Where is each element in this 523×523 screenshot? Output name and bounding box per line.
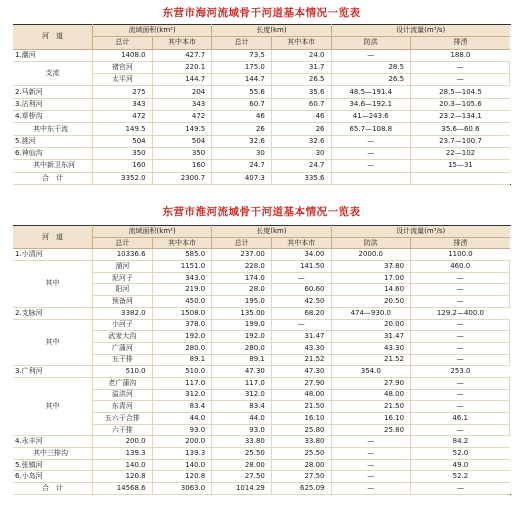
river-name-cell: 广蒲河 <box>93 342 153 354</box>
length-total-cell: 26.5 <box>271 74 331 86</box>
length-total-cell: 33.80 <box>212 436 272 448</box>
area-local-cell: 280.0 <box>212 342 272 354</box>
header-row <box>13 226 510 238</box>
table-row <box>13 61 510 73</box>
area-local-cell: 93.0 <box>212 424 272 436</box>
length-local-cell: 34.00 <box>271 249 331 261</box>
area-total-cell: 1408.0 <box>93 49 153 61</box>
table-row <box>13 319 510 331</box>
river-header: 河 道 <box>13 226 93 249</box>
river-name-cell: 6.神仙沟 <box>13 147 93 159</box>
area-local-cell: 343 <box>152 98 212 110</box>
length-total-cell: 21.52 <box>271 354 331 366</box>
river-name-cell: 老广蒲沟 <box>93 377 153 389</box>
drain-flow-cell: 253.0 <box>411 366 510 378</box>
area-local-cell: 140.0 <box>152 459 212 471</box>
drain-header: 排涝 <box>411 37 510 49</box>
length-local-cell: 43.30 <box>331 342 411 354</box>
river-name-cell: 合 计 <box>13 172 93 184</box>
river-name-cell: 1.小清河 <box>13 249 93 261</box>
table-row <box>13 448 510 460</box>
length-total-cell: 73.5 <box>212 49 272 61</box>
length-local-cell: 335.6 <box>271 172 331 184</box>
length-local-cell: 60.7 <box>271 98 331 110</box>
area-header: 流域面积(km²) <box>93 25 212 37</box>
table-row <box>13 98 510 110</box>
length-total-cell: 135.00 <box>212 307 272 319</box>
haihe-table-title: 东营市海河流域骨干河道基本情况一览表 <box>162 7 361 19</box>
river-name-cell: 4.草桥沟 <box>13 111 93 123</box>
group-label: 其中 <box>13 319 93 366</box>
flood-header: 防洪 <box>331 237 411 249</box>
length-total-cell: 42.50 <box>271 296 331 308</box>
flood-flow-cell <box>331 172 411 184</box>
length-total-cell: 21.50 <box>271 401 331 413</box>
area-local-cell: 472 <box>152 111 212 123</box>
flood-flow-cell: — <box>411 319 510 331</box>
drain-flow-cell: 52.0 <box>411 448 510 460</box>
group-label: 支流 <box>13 61 93 86</box>
table-row <box>13 160 510 172</box>
length-local-cell: 37.80 <box>331 261 411 273</box>
river-name-cell: 泥河子 <box>93 272 153 284</box>
drain-header: 排涝 <box>411 237 510 249</box>
drain-flow-cell: 49.0 <box>411 459 510 471</box>
table-row <box>13 307 510 319</box>
area-local-cell: 149.5 <box>152 123 212 135</box>
flood-flow-cell: — <box>331 459 411 471</box>
area-total-cell: 275 <box>93 86 153 98</box>
length-local-cell: 17.00 <box>331 272 411 284</box>
group-label: 其中 <box>13 377 93 435</box>
flow-header: 设计流量(m³/s) <box>331 226 510 238</box>
length-total-cell: 46 <box>212 111 272 123</box>
length-total-header: 总计 <box>212 37 272 49</box>
length-local-cell: 25.50 <box>271 448 331 460</box>
length-local-cell: 46 <box>271 111 331 123</box>
table-row <box>13 135 510 147</box>
river-name-cell: 溢洪河 <box>93 389 153 401</box>
area-total-cell: 350 <box>93 147 153 159</box>
area-local-cell: 139.3 <box>152 448 212 460</box>
area-local-cell: 312.0 <box>212 389 272 401</box>
length-total-cell: 25.80 <box>271 424 331 436</box>
river-name-cell: 6.小岛河 <box>13 471 93 483</box>
flood-flow-cell: 2000.0 <box>331 249 411 261</box>
area-local-cell: 83.4 <box>212 401 272 413</box>
length-local-cell: 35.6 <box>271 86 331 98</box>
length-total-cell: 31.47 <box>271 331 331 343</box>
area-total-cell: 200.0 <box>93 436 153 448</box>
length-total-cell: 60.60 <box>271 284 331 296</box>
river-name-cell: 太平河 <box>93 74 153 86</box>
table-row <box>13 377 510 389</box>
length-local-cell: 20.00 <box>331 319 411 331</box>
flood-flow-cell: — <box>331 483 411 495</box>
table-row <box>13 111 510 123</box>
flood-flow-cell: — <box>331 448 411 460</box>
river-name-cell: 预备河 <box>93 296 153 308</box>
length-local-cell: 28.5 <box>331 61 411 73</box>
flood-header: 防洪 <box>331 37 411 49</box>
table-row <box>13 459 510 471</box>
length-total-cell: 30 <box>212 147 272 159</box>
length-total-cell: 25.50 <box>212 448 272 460</box>
area-local-cell: 510.0 <box>152 366 212 378</box>
area-total-cell: 89.1 <box>152 354 212 366</box>
area-total-cell: 280.0 <box>152 342 212 354</box>
area-local-cell: 585.0 <box>152 249 212 261</box>
river-name-cell: 五干排 <box>93 354 153 366</box>
length-local-cell: 16.10 <box>331 413 411 425</box>
area-local-cell: 1508.0 <box>152 307 212 319</box>
area-total-cell: 44.0 <box>152 413 212 425</box>
area-local-cell: 175.0 <box>212 61 272 73</box>
river-name-cell: 3.沾利河 <box>13 98 93 110</box>
area-total-cell: 450.0 <box>152 296 212 308</box>
area-local-cell: 28.0 <box>212 284 272 296</box>
length-local-cell: 21.52 <box>331 354 411 366</box>
area-local-cell: 2300.7 <box>152 172 212 184</box>
river-name-cell: 东青河 <box>93 401 153 413</box>
length-total-cell: 141.50 <box>271 261 331 273</box>
length-total-cell: 16.10 <box>271 413 331 425</box>
area-local-cell: 350 <box>152 147 212 159</box>
length-local-cell: 21.50 <box>331 401 411 413</box>
length-local-cell: 25.80 <box>331 424 411 436</box>
length-total-cell: 31.7 <box>271 61 331 73</box>
table-row <box>13 366 510 378</box>
length-total-cell: — <box>271 319 331 331</box>
length-total-cell: 60.7 <box>212 98 272 110</box>
area-header: 流域面积(km²) <box>93 226 212 238</box>
area-local-cell: 204 <box>152 86 212 98</box>
table-row <box>13 86 510 98</box>
river-name-cell: 阳河 <box>93 284 153 296</box>
river-name-cell: 其中三排沟 <box>13 448 93 460</box>
drain-flow-cell: 129.2—400.0 <box>411 307 510 319</box>
area-total-cell: 14568.6 <box>93 483 153 495</box>
area-total-cell: 3382.0 <box>93 307 153 319</box>
length-local-cell: 32.6 <box>271 135 331 147</box>
area-local-cell: 3063.0 <box>152 483 212 495</box>
flood-flow-cell: — <box>411 377 510 389</box>
area-local-cell: 120.8 <box>152 471 212 483</box>
length-local-header: 其中本市 <box>271 237 331 249</box>
area-local-header: 其中本市 <box>152 37 212 49</box>
flood-flow-cell: — <box>331 471 411 483</box>
drain-flow-cell: 84.2 <box>411 436 510 448</box>
river-name-cell: 5.挑河 <box>13 135 93 147</box>
length-local-cell: 14.60 <box>331 284 411 296</box>
flood-flow-cell: — <box>411 389 510 401</box>
drain-flow-cell: 35.6—60.6 <box>411 123 510 135</box>
drain-flow-cell: 23.2—134.1 <box>411 111 510 123</box>
area-local-cell: 228.0 <box>212 261 272 273</box>
length-local-header: 其中本市 <box>271 37 331 49</box>
area-local-cell: 504 <box>152 135 212 147</box>
table-row <box>13 249 510 261</box>
header-row <box>13 25 510 37</box>
area-local-cell: 44.0 <box>212 413 272 425</box>
haihe-river-table <box>13 24 510 185</box>
flood-flow-cell: — <box>331 436 411 448</box>
length-local-cell: 30 <box>271 147 331 159</box>
length-total-cell: 48.00 <box>271 389 331 401</box>
area-local-cell: 174.0 <box>212 272 272 284</box>
river-name-cell: 六干排 <box>93 424 153 436</box>
length-total-cell: 24.7 <box>212 160 272 172</box>
area-total-cell: 510.0 <box>93 366 153 378</box>
flood-flow-cell: 34.6—192.1 <box>331 98 411 110</box>
area-local-cell: 192.0 <box>212 331 272 343</box>
river-name-cell: 溜河 <box>93 261 153 273</box>
area-total-cell: 192.0 <box>152 331 212 343</box>
flood-flow-cell: — <box>411 401 510 413</box>
area-total-cell: 140.0 <box>93 459 153 471</box>
river-name-cell: 其中东干流 <box>13 123 93 135</box>
length-total-cell: 55.6 <box>212 86 272 98</box>
area-local-cell: 89.1 <box>212 354 272 366</box>
river-name-cell: 2.马新河 <box>13 86 93 98</box>
flood-flow-cell: — <box>331 160 411 172</box>
length-total-cell: — <box>271 272 331 284</box>
table-row <box>13 483 510 495</box>
drain-flow-cell: 1100.0 <box>411 249 510 261</box>
flood-flow-cell: 474—930.0 <box>331 307 411 319</box>
flood-flow-cell: — <box>411 354 510 366</box>
area-total-cell: 93.0 <box>152 424 212 436</box>
drain-flow-cell: — <box>411 483 510 495</box>
flood-flow-cell: — <box>331 135 411 147</box>
area-total-header: 总计 <box>93 37 153 49</box>
area-total-cell: 144.7 <box>152 74 212 86</box>
length-total-cell: 407.3 <box>212 172 272 184</box>
length-local-cell: 24.7 <box>271 160 331 172</box>
table-row <box>13 471 510 483</box>
table-row <box>13 436 510 448</box>
area-total-cell: 120.8 <box>93 471 153 483</box>
area-total-cell: 149.5 <box>93 123 153 135</box>
river-name-cell: 3.广利河 <box>13 366 93 378</box>
area-total-cell: 472 <box>93 111 153 123</box>
flow-header: 设计流量(m³/s) <box>331 25 510 37</box>
flood-flow-cell: — <box>411 296 510 308</box>
river-name-cell: 武家大沟 <box>93 331 153 343</box>
length-total-cell: 237.00 <box>212 249 272 261</box>
length-total-header: 总计 <box>212 237 272 249</box>
flood-flow-cell: — <box>411 284 510 296</box>
area-total-cell: 504 <box>93 135 153 147</box>
flood-flow-cell: — <box>411 424 510 436</box>
area-local-cell: 195.0 <box>212 296 272 308</box>
area-local-header: 其中本市 <box>152 237 212 249</box>
length-header: 长度(km) <box>212 226 331 238</box>
area-local-cell: 200.0 <box>152 436 212 448</box>
length-local-cell: 27.50 <box>271 471 331 483</box>
drain-flow-cell <box>411 172 510 184</box>
drain-flow-cell: 15—31 <box>411 160 510 172</box>
river-name-cell: 合 计 <box>13 483 93 495</box>
area-local-cell: 427.7 <box>152 49 212 61</box>
area-total-cell: 139.3 <box>93 448 153 460</box>
river-name-cell: 4.永丰河 <box>13 436 93 448</box>
drain-flow-cell: 52.2 <box>411 471 510 483</box>
flood-flow-cell: 460.0 <box>411 261 510 273</box>
flood-flow-cell: — <box>331 49 411 61</box>
length-local-cell: 31.47 <box>331 331 411 343</box>
length-total-cell: 32.6 <box>212 135 272 147</box>
area-local-cell: 199.0 <box>212 319 272 331</box>
drain-flow-cell: 188.0 <box>411 49 510 61</box>
area-total-cell: 312.0 <box>152 389 212 401</box>
huaihe-table-title: 东营市淮河流域骨干河道基本情况一览表 <box>162 206 361 218</box>
huaihe-river-table <box>13 225 510 495</box>
table-row <box>13 261 510 273</box>
area-total-cell: 220.1 <box>152 61 212 73</box>
flood-flow-cell: — <box>411 272 510 284</box>
length-local-cell: 48.00 <box>331 389 411 401</box>
area-total-cell: 160 <box>93 160 153 172</box>
table-row <box>13 49 510 61</box>
length-local-cell: 27.90 <box>331 377 411 389</box>
drain-flow-cell: 23.7—100.7 <box>411 135 510 147</box>
length-local-cell: 625.09 <box>271 483 331 495</box>
length-local-cell: 33.80 <box>271 436 331 448</box>
area-local-cell: 160 <box>152 160 212 172</box>
length-local-cell: 47.30 <box>271 366 331 378</box>
length-local-cell: 24.0 <box>271 49 331 61</box>
flood-flow-cell: 48.5—191.4 <box>331 86 411 98</box>
flood-flow-cell: 46.1 <box>411 413 510 425</box>
area-total-cell: 219.0 <box>152 284 212 296</box>
drain-flow-cell: 22—102 <box>411 147 510 159</box>
area-local-cell: 144.7 <box>212 74 272 86</box>
area-total-header: 总计 <box>93 237 153 249</box>
area-total-cell: 378.0 <box>152 319 212 331</box>
area-total-cell: 83.4 <box>152 401 212 413</box>
length-header: 长度(km) <box>212 25 331 37</box>
river-name-cell: 小河子 <box>93 319 153 331</box>
flood-flow-cell: — <box>411 61 510 73</box>
length-local-cell: 68.20 <box>271 307 331 319</box>
river-name-cell: 其中新卫东河 <box>13 160 93 172</box>
flood-flow-cell: 41—243.6 <box>331 111 411 123</box>
area-total-cell: 343.0 <box>152 272 212 284</box>
river-name-cell: 1.潮河 <box>13 49 93 61</box>
group-label: 其中 <box>13 261 93 308</box>
area-total-cell: 3352.0 <box>93 172 153 184</box>
length-local-cell: 26.5 <box>331 74 411 86</box>
river-header: 河 道 <box>13 25 93 50</box>
area-total-cell: 1151.0 <box>152 261 212 273</box>
river-name-cell: 五六干合排 <box>93 413 153 425</box>
drain-flow-cell: 20.3—105.6 <box>411 98 510 110</box>
length-total-cell: 26 <box>212 123 272 135</box>
length-local-cell: 20.50 <box>331 296 411 308</box>
length-local-cell: 26 <box>271 123 331 135</box>
flood-flow-cell: — <box>411 331 510 343</box>
length-total-cell: 27.90 <box>271 377 331 389</box>
length-local-cell: 28.00 <box>271 459 331 471</box>
table-row <box>13 172 510 184</box>
table-row <box>13 123 510 135</box>
length-total-cell: 43.30 <box>271 342 331 354</box>
flood-flow-cell: 65.7—108.8 <box>331 123 411 135</box>
length-total-cell: 47.30 <box>212 366 272 378</box>
area-total-cell: 117.0 <box>152 377 212 389</box>
river-name-cell: 5.张镇河 <box>13 459 93 471</box>
length-total-cell: 1014.29 <box>212 483 272 495</box>
length-total-cell: 28.00 <box>212 459 272 471</box>
drain-flow-cell: 28.5—104.5 <box>411 86 510 98</box>
flood-flow-cell: — <box>411 342 510 354</box>
area-total-cell: 343 <box>93 98 153 110</box>
river-name-cell: 2.支脉河 <box>13 307 93 319</box>
flood-flow-cell: — <box>331 147 411 159</box>
river-name-cell: 褚官河 <box>93 61 153 73</box>
length-total-cell: 27.50 <box>212 471 272 483</box>
area-total-cell: 10336.6 <box>93 249 153 261</box>
area-local-cell: 117.0 <box>212 377 272 389</box>
flood-flow-cell: — <box>411 74 510 86</box>
flood-flow-cell: 354.0 <box>331 366 411 378</box>
table-row <box>13 147 510 159</box>
